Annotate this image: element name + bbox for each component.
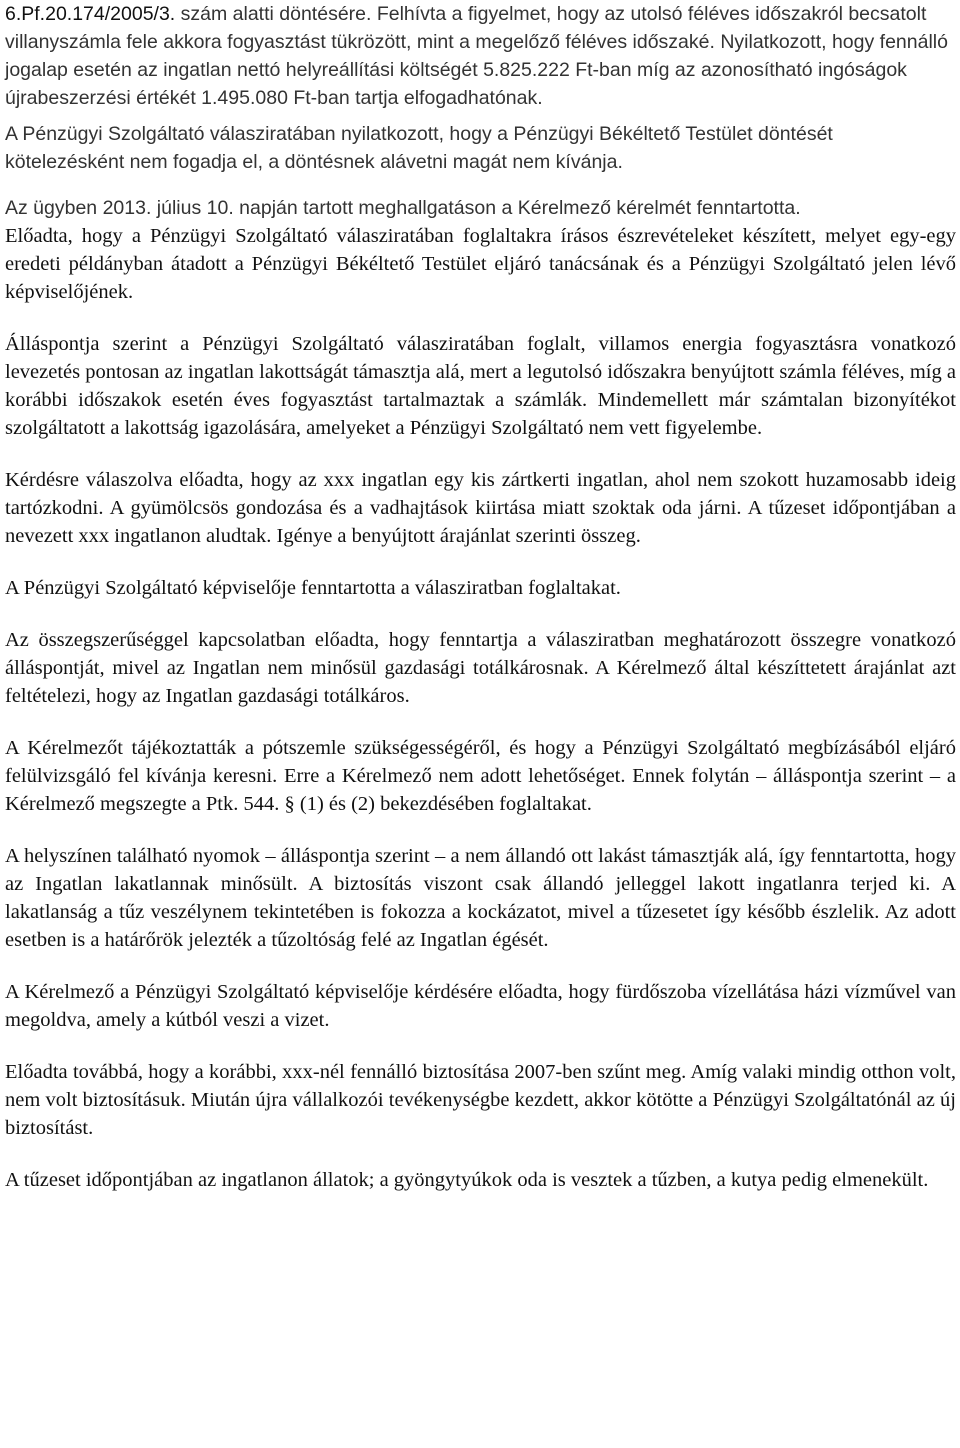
paragraph-question-answer: Kérdésre válaszolva előadta, hogy az xxx ingatlan egy kis zártkerti ingatlan, ahol nem szokott huzamosabb ideig tartózkodni. A gyümölcsös gondozása és a vadhajtások kiirtása miatt szoktak oda járni. A tűzeset időpontjában a nevezett xxx ingatlanon aludtak. Igénye a benyújtott árajánlat szerinti összeg.: [5, 469, 956, 547]
paragraph-decision-reference: [5, 0, 956, 112]
paragraph-hearing-intro: Az ügyben 2013. július 10. napján tartott meghallgatáson a Kérelmező kérelmét fenntartotta.: [5, 197, 801, 219]
paragraph-water-supply: A Kérelmező a Pénzügyi Szolgáltató képviselője kérdésére előadta, hogy fürdőszoba vízellátása házi vízművel van megoldva, amely a kútból veszi a vizet.: [5, 981, 956, 1031]
paragraph-provider-representative: A Pénzügyi Szolgáltató képviselője fenntartotta a válasziratban foglaltakat.: [5, 577, 621, 599]
paragraph-reinspection: A Kérelmezőt tájékoztatták a pótszemle szükségességéről, és hogy a Pénzügyi Szolgáltató megbízásából eljáró felülvizsgáló fel kívánja keresni. Erre a Kérelmező nem adott lehetőséget. Ennek folytán – álláspontja szerint – a Kérelmező megszegte a Ptk. 544. § (1) és (2) bekezdésében foglaltakat.: [5, 737, 956, 815]
paragraph-service-provider-response: A Pénzügyi Szolgáltató válasziratában nyilatkozott, hogy a Pénzügyi Békéltető Testület döntését kötelezésként nem fogadja el, a döntésnek alávetni magát nem kívánja.: [5, 123, 833, 173]
paragraph-site-traces: A helyszínen található nyomok – álláspontja szerint – a nem állandó ott lakást támasztják alá, így fenntartotta, hogy az Ingatlan lakatlannak minősült. A biztosítás viszont csak állandó jelleggel lakott ingatlanra terjed ki. A lakatlanság a tűz veszélynem tekintetében is fokozza a kockázatot, mivel a tűzesetet így később észlelik. Az adott esetben is a határőrök jelezték a tűzoltóság felé az Ingatlan égését.: [5, 845, 956, 951]
paragraph-applicant-position: Álláspontja szerint a Pénzügyi Szolgáltató válasziratában foglalt, villamos energia fogyasztásra vonatkozó levezetés pontosan az ingatlan lakottságát támasztja alá, mert a legutolsó időszakra benyújtott számla féléves, míg a korábbi időszakok esetén éves fogyasztást tartalmaztak a számlák. Mindemellett már számtalan bizonyítékot szolgáltatott a lakottság igazolására, amelyeket a Pénzügyi Szolgáltató nem vett figyelembe.: [5, 333, 956, 439]
paragraph-text: szám alatti döntésére. Felhívta a figyelmet, hogy az utolsó féléves időszakról becsatolt villanyszámla fele akkora fogyasztást tükrözött, mint a megelőző féléves időszaké. Nyilatkozott, hogy fennálló jogalap esetén az ingatlan nettó helyreállítási költségét 5.825.222 Ft-ban míg az azonosítható ingóságok újrabeszerzési értékét 1.495.080 Ft-ban tartja elfogadhatónak.: [5, 3, 948, 109]
paragraph-hearing-statement: Előadta, hogy a Pénzügyi Szolgáltató válasziratában foglaltakra írásos észrevételeket készített, melyet egy-egy eredeti példányban átadott a Pénzügyi Békéltető Testület eljáró tanácsának és a Pénzügyi Szolgáltató jelen lévő képviselőjének.: [5, 225, 956, 303]
paragraph-amount-position: Az összegszerűséggel kapcsolatban előadta, hogy fenntartja a válasziratban meghatározott összegre vonatkozó álláspontját, mivel az Ingatlan nem minősül gazdasági totálkárosnak. A Kérelmező által készíttetett árajánlat azt feltételezi, hogy az Ingatlan gazdasági totálkáros.: [5, 629, 956, 707]
paragraph-previous-insurance: Előadta továbbá, hogy a korábbi, xxx-nél fennálló biztosítása 2007-ben szűnt meg. Amíg valaki mindig otthon volt, nem volt biztosításuk. Miután újra vállalkozói tevékenységbe kezdett, akkor kötötte a Pénzügyi Szolgáltatónál az új biztosítást.: [5, 1061, 956, 1139]
paragraph-animals: A tűzeset időpontjában az ingatlanon állatok; a gyöngytyúkok oda is vesztek a tűzben, a kutya pedig elmenekült.: [5, 1169, 929, 1191]
case-number: 6.Pf.20.174/2005/3.: [5, 3, 176, 25]
